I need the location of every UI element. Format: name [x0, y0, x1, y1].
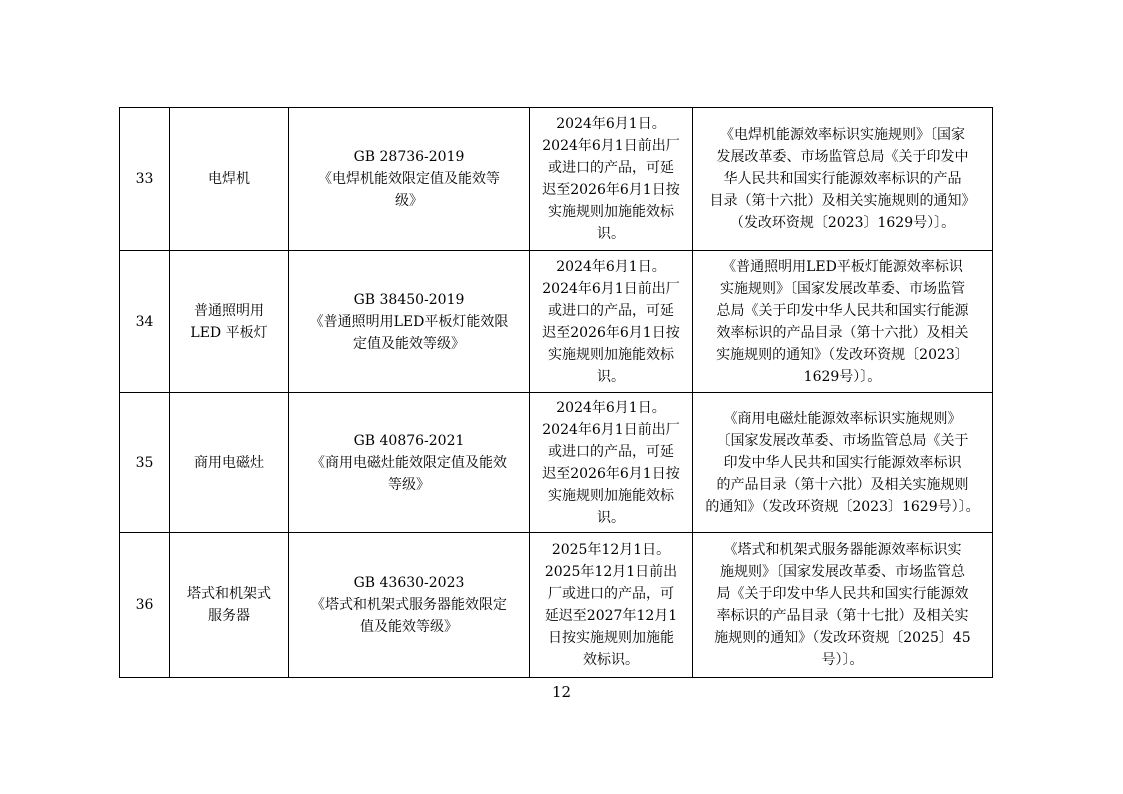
time-line: 2024年6月1日。 [556, 258, 666, 275]
basis-cell [693, 251, 993, 393]
time-line: 或进口的产品，可延 [548, 443, 674, 460]
product-name [170, 393, 289, 533]
standard-cell [289, 108, 530, 251]
time-line: 延迟至2027年12月1 [544, 608, 678, 624]
standard-cell [289, 393, 530, 533]
basis-cell [693, 393, 993, 533]
basis-line: 总局《关于印发中华人民共和国实行能源 [716, 302, 969, 319]
standard-line: GB 40876-2021 [353, 432, 465, 449]
time-line: 实施规则加施能效标 [548, 487, 674, 504]
time-line: 或进口的产品，可延 [548, 302, 674, 319]
basis-cell [693, 108, 993, 251]
basis-line: 局《关于印发中华人民共和国实行能源效 [716, 586, 969, 602]
implementation-time-cell [530, 393, 693, 533]
standard-line: 《商用电磁灶能效限定值及能效 [311, 454, 507, 471]
row-number: 35 [120, 393, 170, 533]
basis-line: 1629号）〕。 [803, 368, 882, 385]
table-row [120, 533, 993, 678]
time-line: 2024年6月1日前出厂 [542, 280, 680, 297]
standard-cell [289, 251, 530, 393]
time-line: 实施规则加施能效标 [548, 346, 674, 363]
table-row [120, 108, 993, 251]
standard-line: 级》 [395, 193, 423, 209]
implementation-time-cell [530, 251, 693, 393]
product-name-line: LED 平板灯 [190, 324, 268, 341]
basis-line: 印发中华人民共和国实行能源效率标识 [723, 454, 962, 471]
product-name-line: 服务器 [208, 608, 250, 624]
standard-line: 《电焊机能效限定值及能效等 [318, 171, 500, 187]
basis-line: 号）〕。 [821, 652, 864, 668]
product-name [170, 533, 289, 678]
basis-line: 率标识的产品目录（第十七批）及相关实 [716, 608, 969, 624]
basis-line: 施规则》〔国家发展改革委、市场监管总 [720, 564, 965, 580]
standard-cell [289, 533, 530, 678]
basis-line: 发展改革委、市场监管总局《关于印发中 [716, 149, 969, 165]
standard-line: GB 43630-2023 [353, 575, 465, 591]
row-number: 34 [120, 251, 170, 393]
time-line: 迟至2026年6月1日按 [542, 324, 680, 341]
time-line: 迟至2026年6月1日按 [542, 465, 680, 482]
time-line: 2024年6月1日前出厂 [542, 421, 680, 438]
basis-line: 施规则的通知》（发改环资规〔2025〕45 [714, 630, 971, 646]
product-name-line: 塔式和机架式 [187, 586, 271, 602]
table-row [120, 393, 993, 533]
basis-line: 实施规则的通知》（发改环资规〔2023〕 [716, 346, 969, 363]
time-line: 识。 [597, 368, 625, 385]
basis-line: 实施规则》〔国家发展改革委、市场监管 [720, 280, 965, 297]
basis-line: 《普通照明用LED平板灯能源效率标识 [722, 258, 963, 275]
basis-line: 目录（第十六批）及相关实施规则的通知》 [709, 193, 976, 209]
standard-line: 等级》 [388, 476, 430, 493]
time-line: 2024年6月1日前出厂 [542, 138, 680, 154]
time-line: 识。 [597, 226, 625, 242]
basis-line: 《电焊机能源效率标识实施规则》〔国家 [720, 127, 965, 143]
implementation-time-cell [530, 108, 693, 251]
product-name-line: 商用电磁灶 [194, 454, 264, 471]
basis-line: （发改环资规〔2023〕1629号）〕。 [729, 215, 956, 231]
basis-line: 华人民共和国实行能源效率标识的产品 [723, 171, 962, 187]
standard-line: 定值及能效等级》 [353, 335, 465, 352]
time-line: 2025年12月1日前出 [544, 564, 678, 580]
basis-line: 的通知》（发改环资规〔2023〕1629号）〕。 [705, 498, 980, 515]
time-line: 迟至2026年6月1日按 [542, 182, 680, 198]
time-line: 2024年6月1日。 [556, 116, 666, 132]
time-line: 效标识。 [583, 652, 639, 668]
product-name [170, 108, 289, 251]
energy-label-table [119, 107, 993, 678]
time-line: 日按实施规则加施能 [548, 630, 674, 646]
basis-line: 〔国家发展改革委、市场监管总局《关于 [716, 432, 969, 449]
basis-line: 的产品目录（第十六批）及相关实施规则 [716, 476, 969, 493]
page-number: 12 [551, 683, 572, 701]
time-line: 识。 [597, 509, 625, 526]
standard-line: 《普通照明用LED平板灯能效限 [309, 313, 509, 330]
product-name-line: 普通照明用 [194, 302, 264, 319]
standard-line: 《塔式和机架式服务器能效限定 [311, 597, 507, 613]
standard-line: 值及能效等级》 [360, 619, 458, 635]
standard-line: GB 28736-2019 [353, 149, 465, 165]
product-name [170, 251, 289, 393]
basis-line: 《商用电磁灶能源效率标识实施规则》 [723, 410, 962, 427]
row-number: 33 [120, 108, 170, 251]
time-line: 2024年6月1日。 [556, 399, 666, 416]
standard-line: GB 38450-2019 [353, 291, 465, 308]
basis-line: 效率标识的产品目录（第十六批）及相关 [716, 324, 969, 341]
table-row [120, 251, 993, 393]
row-number: 36 [120, 533, 170, 678]
time-line: 实施规则加施能效标 [548, 204, 674, 220]
product-name-line: 电焊机 [208, 171, 250, 187]
implementation-time-cell [530, 533, 693, 678]
basis-cell [693, 533, 993, 678]
basis-line: 《塔式和机架式服务器能源效率标识实 [723, 542, 962, 558]
time-line: 厂或进口的产品，可 [548, 586, 674, 602]
time-line: 2025年12月1日。 [551, 542, 671, 558]
time-line: 或进口的产品，可延 [548, 160, 674, 176]
